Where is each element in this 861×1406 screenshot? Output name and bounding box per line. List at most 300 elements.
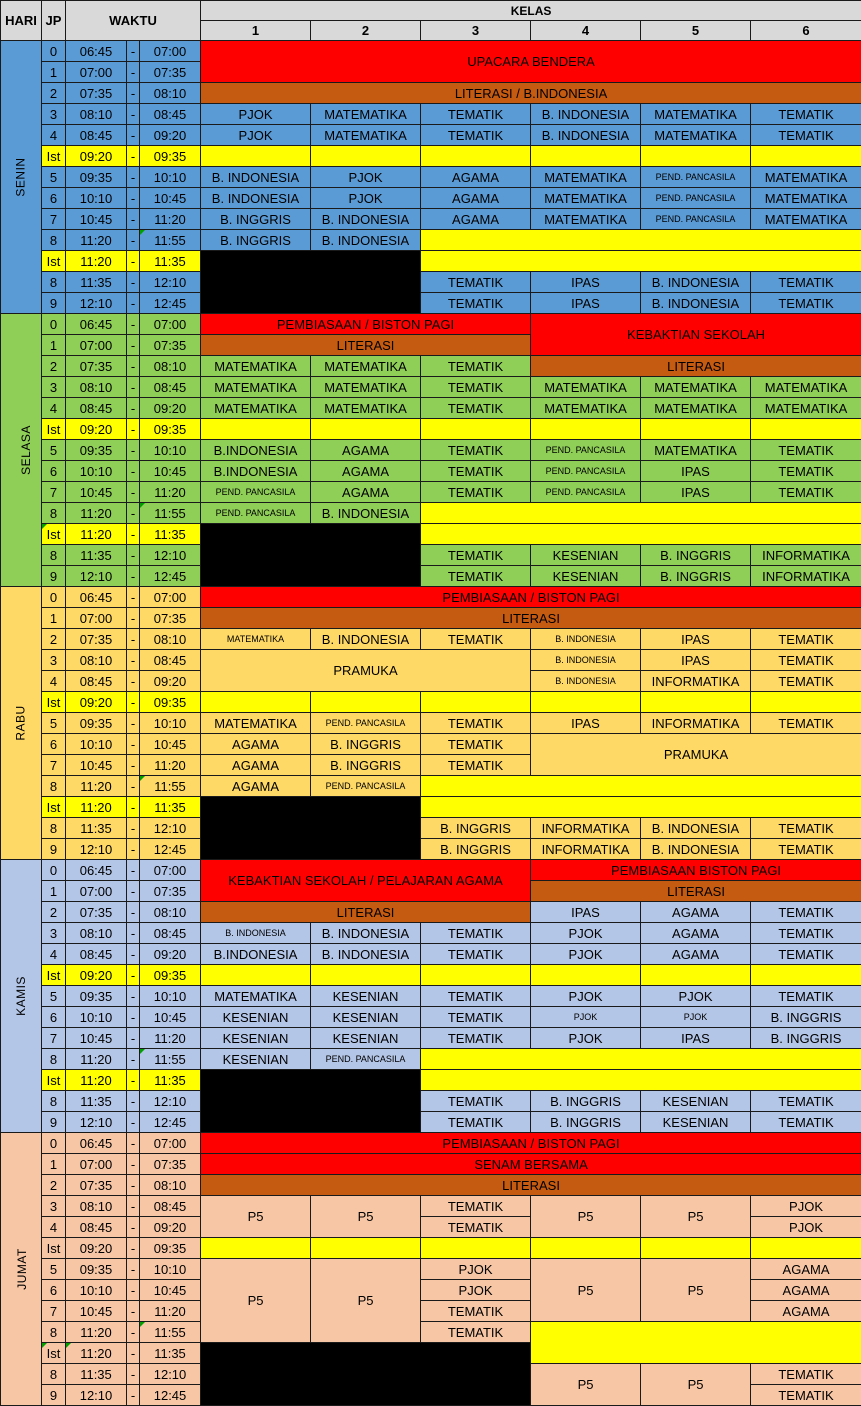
- time-dash: -: [127, 881, 140, 902]
- subject-cell: LITERASI: [531, 881, 861, 902]
- time-end: 12:10: [140, 1091, 201, 1112]
- time-dash: -: [127, 314, 140, 335]
- subject-cell: MATEMATIKA: [201, 713, 311, 734]
- table-header: [1, 1, 861, 41]
- table-row: [1, 356, 861, 377]
- time-start: 09:20: [66, 419, 127, 440]
- time-end: 08:45: [140, 923, 201, 944]
- time-dash: -: [127, 944, 140, 965]
- table-row: [1, 482, 861, 503]
- time-dash: -: [127, 272, 140, 293]
- jp-cell: 5: [42, 167, 66, 188]
- subject-cell: KESENIAN: [531, 545, 641, 566]
- empty-cell: [421, 503, 861, 524]
- subject-cell: TEMATIK: [421, 482, 531, 503]
- day-label: [1, 314, 42, 587]
- time-start: 08:45: [66, 125, 127, 146]
- empty-cell: [311, 419, 421, 440]
- jp-cell: 7: [42, 1301, 66, 1322]
- time-dash: -: [127, 713, 140, 734]
- subject-cell: PEND. PANCASILA: [531, 461, 641, 482]
- table-row: [1, 818, 861, 839]
- jp-cell: Ist: [42, 1070, 66, 1091]
- table-row: [1, 944, 861, 965]
- time-end: 09:20: [140, 398, 201, 419]
- time-start: 07:00: [66, 608, 127, 629]
- table-row: [1, 419, 861, 440]
- table-row: [1, 650, 861, 671]
- time-end: 10:10: [140, 167, 201, 188]
- time-end: 12:10: [140, 545, 201, 566]
- table-row: [1, 1259, 861, 1280]
- time-dash: -: [127, 650, 140, 671]
- subject-cell: PEND. PANCASILA: [641, 167, 751, 188]
- table-row: [1, 608, 861, 629]
- time-start: 07:35: [66, 356, 127, 377]
- subject-cell: PJOK: [311, 167, 421, 188]
- subject-cell: MATEMATIKA: [531, 167, 641, 188]
- jp-cell: 8: [42, 1322, 66, 1343]
- jp-cell: 4: [42, 671, 66, 692]
- time-dash: -: [127, 356, 140, 377]
- subject-cell: PJOK: [531, 1028, 641, 1049]
- jp-cell: 5: [42, 713, 66, 734]
- subject-cell: B. INDONESIA: [311, 944, 421, 965]
- subject-cell: PEMBIASAAN / BISTON PAGI: [201, 314, 531, 335]
- subject-cell: PEND. PANCASILA: [531, 440, 641, 461]
- subject-cell: IPAS: [531, 293, 641, 314]
- subject-cell: B. INDONESIA: [531, 125, 641, 146]
- time-start: 10:45: [66, 209, 127, 230]
- time-dash: -: [127, 1322, 140, 1343]
- subject-cell: AGAMA: [641, 923, 751, 944]
- time-start: 08:10: [66, 650, 127, 671]
- jp-cell: Ist: [42, 797, 66, 818]
- empty-cell: [421, 965, 531, 986]
- header-class-5: 5: [641, 21, 751, 41]
- subject-cell: TEMATIK: [751, 923, 861, 944]
- time-dash: -: [127, 209, 140, 230]
- table-row: [1, 1133, 861, 1154]
- subject-cell: MATEMATIKA: [311, 356, 421, 377]
- jp-cell: 8: [42, 1049, 66, 1070]
- time-end: 12:10: [140, 818, 201, 839]
- time-start: 07:35: [66, 629, 127, 650]
- subject-cell: KESENIAN: [201, 1049, 311, 1070]
- time-dash: -: [127, 146, 140, 167]
- table-row: [1, 1091, 861, 1112]
- jp-cell: 5: [42, 1259, 66, 1280]
- table-row: [1, 503, 861, 524]
- subject-cell: TEMATIK: [421, 923, 531, 944]
- subject-cell: MATEMATIKA: [751, 167, 861, 188]
- time-end: 08:45: [140, 104, 201, 125]
- time-start: 11:20: [66, 1322, 127, 1343]
- time-start: 10:10: [66, 1007, 127, 1028]
- subject-cell: TEMATIK: [751, 1091, 861, 1112]
- subject-cell: TEMATIK: [421, 1322, 531, 1343]
- table-row: [1, 83, 861, 104]
- time-start: 12:10: [66, 1385, 127, 1406]
- time-dash: -: [127, 1385, 140, 1406]
- subject-cell: B. INGGRIS: [421, 839, 531, 860]
- jp-cell: 2: [42, 1175, 66, 1196]
- time-start: 10:10: [66, 734, 127, 755]
- subject-cell: PRAMUKA: [201, 650, 531, 692]
- subject-cell: AGAMA: [421, 188, 531, 209]
- subject-cell: TEMATIK: [421, 272, 531, 293]
- time-start: 08:45: [66, 1217, 127, 1238]
- subject-cell: TEMATIK: [751, 650, 861, 671]
- empty-cell: [311, 1238, 421, 1259]
- jp-cell: 8: [42, 503, 66, 524]
- jp-cell: 2: [42, 356, 66, 377]
- time-dash: -: [127, 251, 140, 272]
- subject-cell: MATEMATIKA: [311, 104, 421, 125]
- time-dash: -: [127, 986, 140, 1007]
- subject-cell: IPAS: [531, 272, 641, 293]
- subject-cell: B. INDONESIA: [641, 293, 751, 314]
- empty-cell: [531, 692, 641, 713]
- header-class-4: 4: [531, 21, 641, 41]
- subject-cell: PJOK: [531, 1007, 641, 1028]
- subject-cell: B. INDONESIA: [201, 923, 311, 944]
- time-start: 10:45: [66, 1301, 127, 1322]
- jp-cell: 0: [42, 1133, 66, 1154]
- subject-cell: TEMATIK: [751, 713, 861, 734]
- time-end: 08:10: [140, 902, 201, 923]
- subject-cell: MATEMATIKA: [641, 104, 751, 125]
- jp-cell: 9: [42, 1385, 66, 1406]
- subject-cell: PEND. PANCASILA: [311, 713, 421, 734]
- time-start: 06:45: [66, 860, 127, 881]
- table-row: [1, 41, 861, 62]
- subject-cell: P5: [531, 1364, 641, 1406]
- time-end: 07:00: [140, 587, 201, 608]
- table-row: [1, 1238, 861, 1259]
- time-dash: -: [127, 1112, 140, 1133]
- subject-cell: MATEMATIKA: [531, 377, 641, 398]
- time-start: 06:45: [66, 314, 127, 335]
- time-end: 09:20: [140, 944, 201, 965]
- time-start: 07:35: [66, 83, 127, 104]
- time-end: 07:00: [140, 314, 201, 335]
- time-end: 11:55: [140, 1049, 201, 1070]
- jp-cell: Ist: [42, 146, 66, 167]
- time-end: 07:35: [140, 881, 201, 902]
- day-label: [1, 860, 42, 1133]
- time-dash: -: [127, 230, 140, 251]
- header-waktu: WAKTU: [66, 1, 201, 41]
- subject-cell: PJOK: [201, 125, 311, 146]
- subject-cell: TEMATIK: [421, 398, 531, 419]
- empty-cell: [421, 251, 861, 272]
- subject-cell: TEMATIK: [751, 293, 861, 314]
- subject-cell: TEMATIK: [421, 1007, 531, 1028]
- empty-cell: [201, 1238, 311, 1259]
- jp-cell: 9: [42, 839, 66, 860]
- subject-cell: B.INDONESIA: [201, 461, 311, 482]
- time-end: 10:10: [140, 1259, 201, 1280]
- time-dash: -: [127, 1091, 140, 1112]
- time-end: 09:35: [140, 965, 201, 986]
- time-end: 07:35: [140, 608, 201, 629]
- jp-cell: 0: [42, 314, 66, 335]
- subject-cell: PRAMUKA: [531, 734, 861, 776]
- subject-cell: KESENIAN: [201, 1007, 311, 1028]
- time-dash: -: [127, 1028, 140, 1049]
- subject-cell: TEMATIK: [421, 293, 531, 314]
- time-dash: -: [127, 902, 140, 923]
- jp-cell: 8: [42, 1091, 66, 1112]
- subject-cell: MATEMATIKA: [201, 356, 311, 377]
- empty-cell: [201, 797, 421, 860]
- table-row: [1, 629, 861, 650]
- time-dash: -: [127, 1343, 140, 1364]
- subject-cell: B. INDONESIA: [201, 167, 311, 188]
- table-row: [1, 1154, 861, 1175]
- subject-cell: AGAMA: [201, 755, 311, 776]
- jp-cell: 2: [42, 83, 66, 104]
- time-end: 07:35: [140, 62, 201, 83]
- table-row: [1, 251, 861, 272]
- time-end: 10:10: [140, 713, 201, 734]
- empty-cell: [311, 965, 421, 986]
- subject-cell: KEBAKTIAN SEKOLAH: [531, 314, 861, 356]
- subject-cell: B. INGGRIS: [421, 818, 531, 839]
- time-end: 08:45: [140, 650, 201, 671]
- jp-cell: 0: [42, 41, 66, 62]
- subject-cell: KESENIAN: [311, 986, 421, 1007]
- jp-cell: 1: [42, 881, 66, 902]
- jp-cell: 0: [42, 587, 66, 608]
- time-start: 06:45: [66, 41, 127, 62]
- jp-cell: 3: [42, 923, 66, 944]
- time-dash: -: [127, 461, 140, 482]
- time-start: 07:35: [66, 1175, 127, 1196]
- time-end: 08:10: [140, 83, 201, 104]
- subject-cell: KEBAKTIAN SEKOLAH / PELAJARAN AGAMA: [201, 860, 531, 902]
- table-row: [1, 230, 861, 251]
- table-row: [1, 797, 861, 818]
- time-end: 11:55: [140, 230, 201, 251]
- time-dash: -: [127, 1238, 140, 1259]
- jp-cell: 6: [42, 188, 66, 209]
- subject-cell: TEMATIK: [421, 1091, 531, 1112]
- subject-cell: PEND. PANCASILA: [641, 209, 751, 230]
- time-end: 09:20: [140, 671, 201, 692]
- jp-cell: Ist: [42, 524, 66, 545]
- time-dash: -: [127, 482, 140, 503]
- subject-cell: LITERASI: [201, 335, 531, 356]
- table-row: [1, 1196, 861, 1217]
- subject-cell: PJOK: [421, 1280, 531, 1301]
- time-start: 12:10: [66, 293, 127, 314]
- subject-cell: P5: [201, 1259, 311, 1343]
- subject-cell: B. INDONESIA: [641, 272, 751, 293]
- table-row: [1, 986, 861, 1007]
- empty-cell: [751, 1238, 861, 1259]
- time-end: 07:35: [140, 335, 201, 356]
- day-label: [1, 1133, 42, 1406]
- time-dash: -: [127, 608, 140, 629]
- time-end: 12:45: [140, 1112, 201, 1133]
- time-start: 09:20: [66, 692, 127, 713]
- empty-cell: [641, 146, 751, 167]
- time-start: 07:00: [66, 335, 127, 356]
- subject-cell: PJOK: [421, 1259, 531, 1280]
- subject-cell: B. INGGRIS: [531, 1091, 641, 1112]
- jp-cell: Ist: [42, 1343, 66, 1364]
- time-start: 08:10: [66, 377, 127, 398]
- time-start: 10:10: [66, 188, 127, 209]
- subject-cell: TEMATIK: [421, 734, 531, 755]
- empty-cell: [201, 146, 311, 167]
- empty-cell: [201, 1343, 531, 1406]
- jp-cell: 8: [42, 230, 66, 251]
- time-end: 08:10: [140, 356, 201, 377]
- empty-cell: [421, 524, 861, 545]
- subject-cell: TEMATIK: [421, 944, 531, 965]
- subject-cell: TEMATIK: [751, 902, 861, 923]
- subject-cell: B. INDONESIA: [311, 923, 421, 944]
- jp-cell: 1: [42, 1154, 66, 1175]
- time-start: 06:45: [66, 587, 127, 608]
- time-start: 11:20: [66, 776, 127, 797]
- subject-cell: TEMATIK: [751, 1112, 861, 1133]
- subject-cell: TEMATIK: [751, 629, 861, 650]
- time-dash: -: [127, 524, 140, 545]
- subject-cell: MATEMATIKA: [751, 377, 861, 398]
- subject-cell: KESENIAN: [311, 1028, 421, 1049]
- time-end: 09:20: [140, 125, 201, 146]
- table-row: [1, 902, 861, 923]
- time-dash: -: [127, 965, 140, 986]
- table-row: [1, 545, 861, 566]
- empty-cell: [421, 797, 861, 818]
- subject-cell: TEMATIK: [421, 1196, 531, 1217]
- subject-cell: PEND. PANCASILA: [531, 482, 641, 503]
- subject-cell: TEMATIK: [751, 671, 861, 692]
- subject-cell: TEMATIK: [751, 272, 861, 293]
- jp-cell: 6: [42, 1280, 66, 1301]
- table-row: [1, 1175, 861, 1196]
- jp-cell: 7: [42, 1028, 66, 1049]
- time-start: 09:35: [66, 1259, 127, 1280]
- time-dash: -: [127, 293, 140, 314]
- table-row: [1, 1112, 861, 1133]
- table-row: [1, 1007, 861, 1028]
- subject-cell: MATEMATIKA: [201, 629, 311, 650]
- subject-cell: B. INGGRIS: [531, 1112, 641, 1133]
- time-start: 07:35: [66, 902, 127, 923]
- table-row: [1, 923, 861, 944]
- time-end: 11:55: [140, 776, 201, 797]
- time-end: 10:45: [140, 461, 201, 482]
- time-end: 11:55: [140, 503, 201, 524]
- subject-cell: B. INGGRIS: [751, 1028, 861, 1049]
- time-start: 11:35: [66, 818, 127, 839]
- subject-cell: TEMATIK: [751, 482, 861, 503]
- subject-cell: PEND. PANCASILA: [641, 188, 751, 209]
- table-row: [1, 104, 861, 125]
- time-end: 12:10: [140, 272, 201, 293]
- table-row: [1, 1322, 861, 1343]
- table-row: [1, 965, 861, 986]
- time-dash: -: [127, 1259, 140, 1280]
- subject-cell: INFORMATIKA: [751, 566, 861, 587]
- subject-cell: TEMATIK: [751, 1364, 861, 1385]
- time-start: 11:20: [66, 230, 127, 251]
- subject-cell: AGAMA: [751, 1280, 861, 1301]
- time-start: 10:10: [66, 1280, 127, 1301]
- subject-cell: PJOK: [531, 986, 641, 1007]
- time-end: 10:10: [140, 986, 201, 1007]
- time-end: 11:35: [140, 1343, 201, 1364]
- subject-cell: B. INDONESIA: [531, 650, 641, 671]
- jp-cell: 0: [42, 860, 66, 881]
- empty-cell: [421, 146, 531, 167]
- subject-cell: P5: [311, 1259, 421, 1343]
- subject-cell: PEMBIASAAN BISTON PAGI: [531, 860, 861, 881]
- subject-cell: PJOK: [751, 1217, 861, 1238]
- time-dash: -: [127, 62, 140, 83]
- empty-cell: [641, 419, 751, 440]
- time-start: 09:35: [66, 167, 127, 188]
- time-dash: -: [127, 188, 140, 209]
- time-dash: -: [127, 860, 140, 881]
- subject-cell: KESENIAN: [531, 566, 641, 587]
- time-dash: -: [127, 545, 140, 566]
- jp-cell: 3: [42, 1196, 66, 1217]
- header-class-2: 2: [311, 21, 421, 41]
- subject-cell: LITERASI: [201, 608, 861, 629]
- jp-cell: 9: [42, 1112, 66, 1133]
- time-end: 09:20: [140, 1217, 201, 1238]
- empty-cell: [201, 524, 421, 587]
- time-start: 08:10: [66, 1196, 127, 1217]
- empty-cell: [311, 146, 421, 167]
- time-start: 09:35: [66, 713, 127, 734]
- jp-cell: Ist: [42, 419, 66, 440]
- time-start: 09:35: [66, 440, 127, 461]
- time-end: 10:45: [140, 734, 201, 755]
- table-row: [1, 839, 861, 860]
- subject-cell: TEMATIK: [751, 440, 861, 461]
- subject-cell: TEMATIK: [421, 1112, 531, 1133]
- subject-cell: TEMATIK: [421, 755, 531, 776]
- subject-cell: AGAMA: [641, 902, 751, 923]
- subject-cell: MATEMATIKA: [311, 398, 421, 419]
- time-dash: -: [127, 1049, 140, 1070]
- subject-cell: P5: [531, 1259, 641, 1322]
- time-end: 11:35: [140, 251, 201, 272]
- table-row: [1, 587, 861, 608]
- subject-cell: B. INGGRIS: [201, 209, 311, 230]
- jp-cell: 8: [42, 272, 66, 293]
- subject-cell: INFORMATIKA: [751, 545, 861, 566]
- time-dash: -: [127, 1280, 140, 1301]
- time-dash: -: [127, 797, 140, 818]
- subject-cell: MATEMATIKA: [751, 188, 861, 209]
- time-end: 11:20: [140, 482, 201, 503]
- time-start: 12:10: [66, 839, 127, 860]
- subject-cell: AGAMA: [751, 1301, 861, 1322]
- table-row: [1, 776, 861, 797]
- time-start: 11:35: [66, 545, 127, 566]
- time-dash: -: [127, 692, 140, 713]
- empty-cell: [531, 146, 641, 167]
